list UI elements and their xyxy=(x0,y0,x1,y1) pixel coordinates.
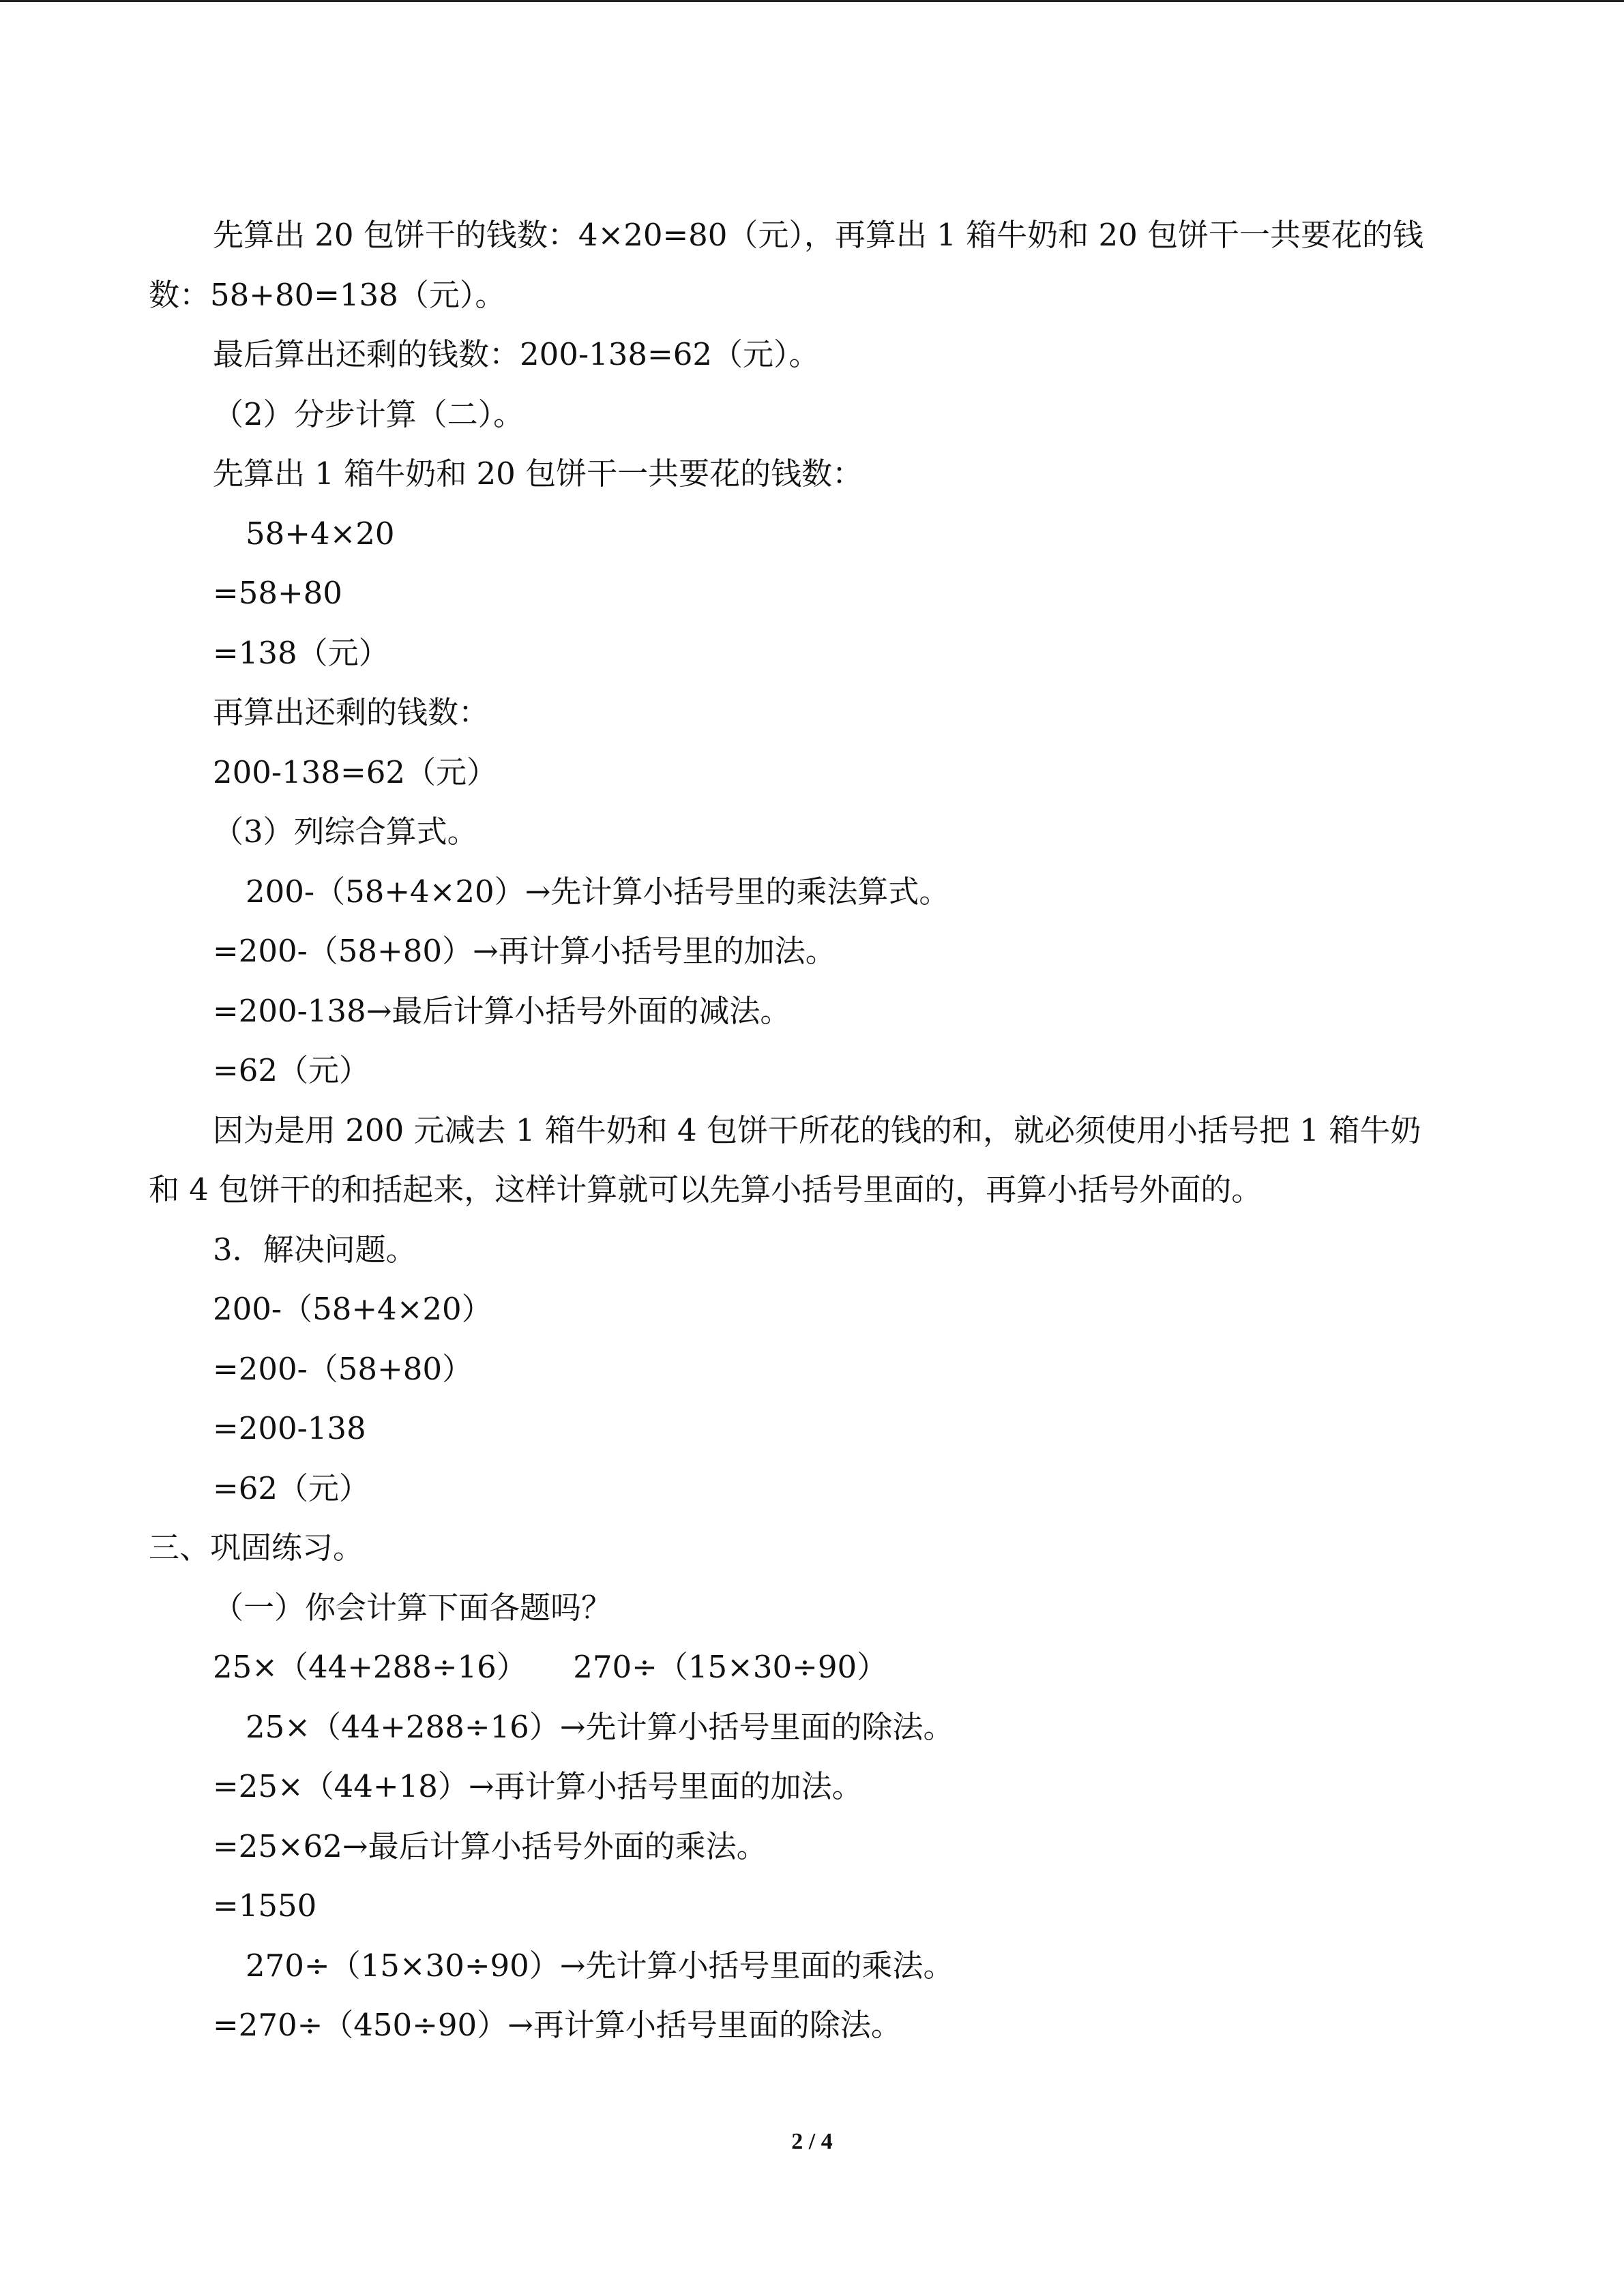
formula-line: 200-（58+4×20） xyxy=(213,1291,492,1327)
formula-line: 200-138=62（元） xyxy=(213,754,497,790)
text-line: 再算出还剩的钱数： xyxy=(213,694,490,730)
text-line: 数：58+80=138（元）。 xyxy=(149,277,506,313)
formula-line: 270÷（15×30÷90）→先计算小括号里面的乘法。 xyxy=(246,1948,954,1984)
formula-line: 25×（44+288÷16）→先计算小括号里面的除法。 xyxy=(246,1709,954,1745)
formula-line: =200-138→最后计算小括号外面的减法。 xyxy=(213,993,791,1029)
page-top-border xyxy=(0,0,1624,2)
formula-line: =58+80 xyxy=(213,575,342,611)
formula-line: =138（元） xyxy=(213,635,389,671)
formula-line: 25×（44+288÷16） 270÷（15×30÷90） xyxy=(213,1649,888,1685)
text-line: （2）分步计算（二）。 xyxy=(213,396,525,432)
section-heading: 三、巩固练习。 xyxy=(149,1530,364,1566)
formula-line: =1550 xyxy=(213,1888,317,1924)
page-number: 2 / 4 xyxy=(791,2129,833,2154)
formula-line: =200-138 xyxy=(213,1410,366,1446)
formula-line: =25×62→最后计算小括号外面的乘法。 xyxy=(213,1828,767,1864)
formula-line: =200-（58+80） xyxy=(213,1351,473,1387)
text-line: （3）列综合算式。 xyxy=(213,814,478,850)
formula-line: =200-（58+80）→再计算小括号里的加法。 xyxy=(213,933,836,969)
text-line: 最后算出还剩的钱数：200-138=62（元）。 xyxy=(213,336,820,372)
formula-line: =62（元） xyxy=(213,1470,370,1506)
formula-line: 58+4×20 xyxy=(246,516,395,552)
text-line: （一）你会计算下面各题吗？ xyxy=(213,1590,612,1626)
text-line: 因为是用 200 元减去 1 箱牛奶和 4 包饼干所花的钱的和，就必须使用小括号把 1 箱牛奶 xyxy=(213,1112,1421,1148)
text-line: 和 4 包饼干的和括起来，这样计算就可以先算小括号里面的，再算小括号外面的。 xyxy=(149,1172,1263,1208)
section-heading: 3．解决问题。 xyxy=(213,1232,417,1268)
formula-line: =270÷（450÷90）→再计算小括号里面的除法。 xyxy=(213,2007,902,2043)
formula-line: =62（元） xyxy=(213,1052,370,1088)
text-line: 先算出 1 箱牛奶和 20 包饼干一共要花的钱数： xyxy=(213,456,863,492)
formula-line: =25×（44+18）→再计算小括号里面的加法。 xyxy=(213,1768,863,1804)
formula-line: 200-（58+4×20）→先计算小括号里的乘法算式。 xyxy=(246,874,950,910)
text-line: 先算出 20 包饼干的钱数：4×20=80（元），再算出 1 箱牛奶和 20 包饼干一共要花的钱 xyxy=(213,217,1424,253)
